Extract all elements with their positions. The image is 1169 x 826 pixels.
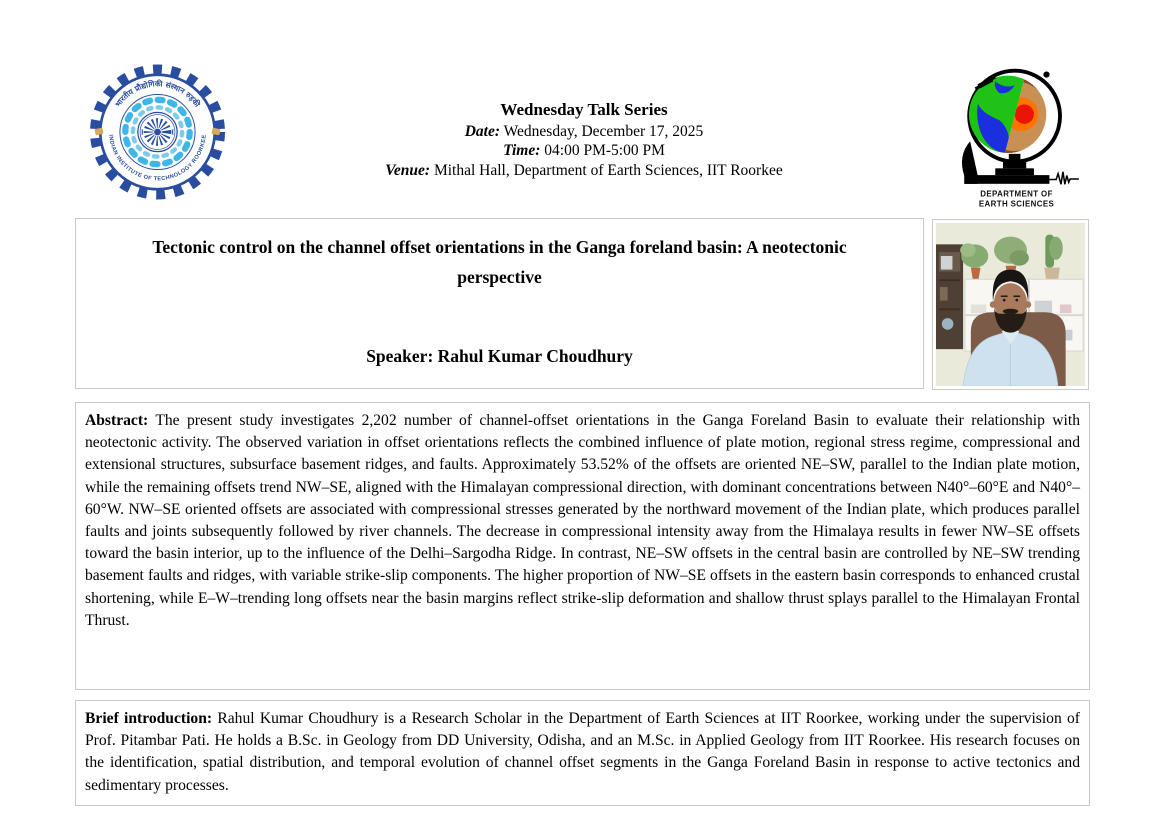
rock-hammer-icon	[962, 141, 978, 184]
venue-value: Mithal Hall, Department of Earth Sciences, IIT Roorkee	[433, 161, 783, 179]
header-text	[304, 100, 864, 180]
stand-knob-icon	[1043, 71, 1049, 77]
speaker-line: Speaker: Rahul Kumar Choudhury	[366, 346, 633, 366]
medallion-right-mark: I	[171, 128, 175, 137]
abstract-body: The present study investigates 2,202 number of channel-offset orientations in the Ganga Foreland Basin to evaluate their relationship with neotectonic activity. The observed variation in offset orientations reflects the combined influence of plate motion, regional stress regime, compressional and extensional structures, subsurface basement ridges, and faults. Approximately 53.52% of the offsets are oriented NE–SW, parallel to the Indian plate motion, while the remaining offsets trend NW–SE, aligned with the Himalayan compressional direction, with dominant concentrations between N40°–60°E and N40°–60°W. NW–SE oriented offsets are associated with compressional stresses generated by the northward movement of the Indian plate, which produces parallel faults and joints subsequently followed by river channels. The decrease in compressional intensity away from the Himalaya results in fewer NW–SE offsets toward the basin interior, up to the influence of the Delhi–Sargodha Ridge. In contrast, NE–SW offsets in the central basin are controlled by NE–SW trending basement faults and ridges, with variable strike-slip components. The higher proportion of NW–SE offsets in the eastern basin corresponds to enhanced crustal shortening, while E–W–trending long offsets near the basin margins reflect strike-slip deformation and shallow thrust splays parallel to the Himalayan Frontal Thrust.	[85, 412, 1080, 629]
time-value: 04:00 PM-5:00 PM	[544, 142, 665, 159]
bio-body: Rahul Kumar Choudhury is a Research Scholar in the Department of Earth Sciences at IIT Roorkee, working under the supervision of Prof. Pitambar Pati. He holds a B.Sc. in Geology from DD University, Odisha, and an M.Sc. in Applied Geology from IIT Roorkee. His research focuses on the identification, spatial distribution, and temporal evolution of channel offset segments in the Ganga Foreland Basin in response to active tectonics and sedimentary processes.	[85, 710, 1080, 794]
iit-roorkee-logo-graphic	[80, 56, 235, 208]
date-line	[304, 122, 864, 142]
sunburst-hub	[154, 129, 161, 136]
time-label: Time:	[503, 142, 541, 159]
abstract-box	[75, 402, 1090, 690]
date-value: Wednesday, December 17, 2025	[503, 122, 704, 140]
photo-bookshelf	[936, 244, 963, 349]
bio-paragraph	[76, 701, 1089, 804]
date-label: Date:	[464, 122, 501, 140]
bio-label: Brief introduction:	[85, 710, 213, 727]
speaker-photo	[932, 219, 1089, 390]
medallion-left-mark: I	[140, 128, 144, 137]
venue-line	[304, 161, 864, 181]
time-line	[304, 141, 864, 161]
abstract-label: Abstract:	[85, 412, 149, 429]
earth-caption-line2: EARTH SCIENCES	[978, 199, 1055, 209]
bio-box	[75, 700, 1090, 806]
iit-logo-english-text: INDIAN INSTITUTE OF TECHNOLOGY ROORKEE	[107, 134, 208, 183]
earth-sciences-logo-graphic	[945, 60, 1090, 210]
talk-title: Tectonic control on the channel offset orientations in the Ganga foreland basin: A neotectonic perspective	[152, 237, 847, 287]
earth-caption-line1: DEPARTMENT OF	[980, 189, 1053, 199]
talk-title-box	[75, 218, 924, 389]
series-title: Wednesday Talk Series	[500, 100, 668, 119]
iit-logo-hindi-text: भारतीय प्रौद्योगिकी संस्थान रुड़की	[113, 79, 202, 109]
venue-label: Venue:	[385, 161, 431, 179]
abstract-paragraph	[76, 403, 1089, 639]
iit-roorkee-logo	[80, 56, 235, 208]
seismograph-trace-icon	[1049, 172, 1078, 185]
speaker-photo-illustration	[936, 223, 1085, 386]
earth-sciences-logo	[945, 60, 1090, 210]
